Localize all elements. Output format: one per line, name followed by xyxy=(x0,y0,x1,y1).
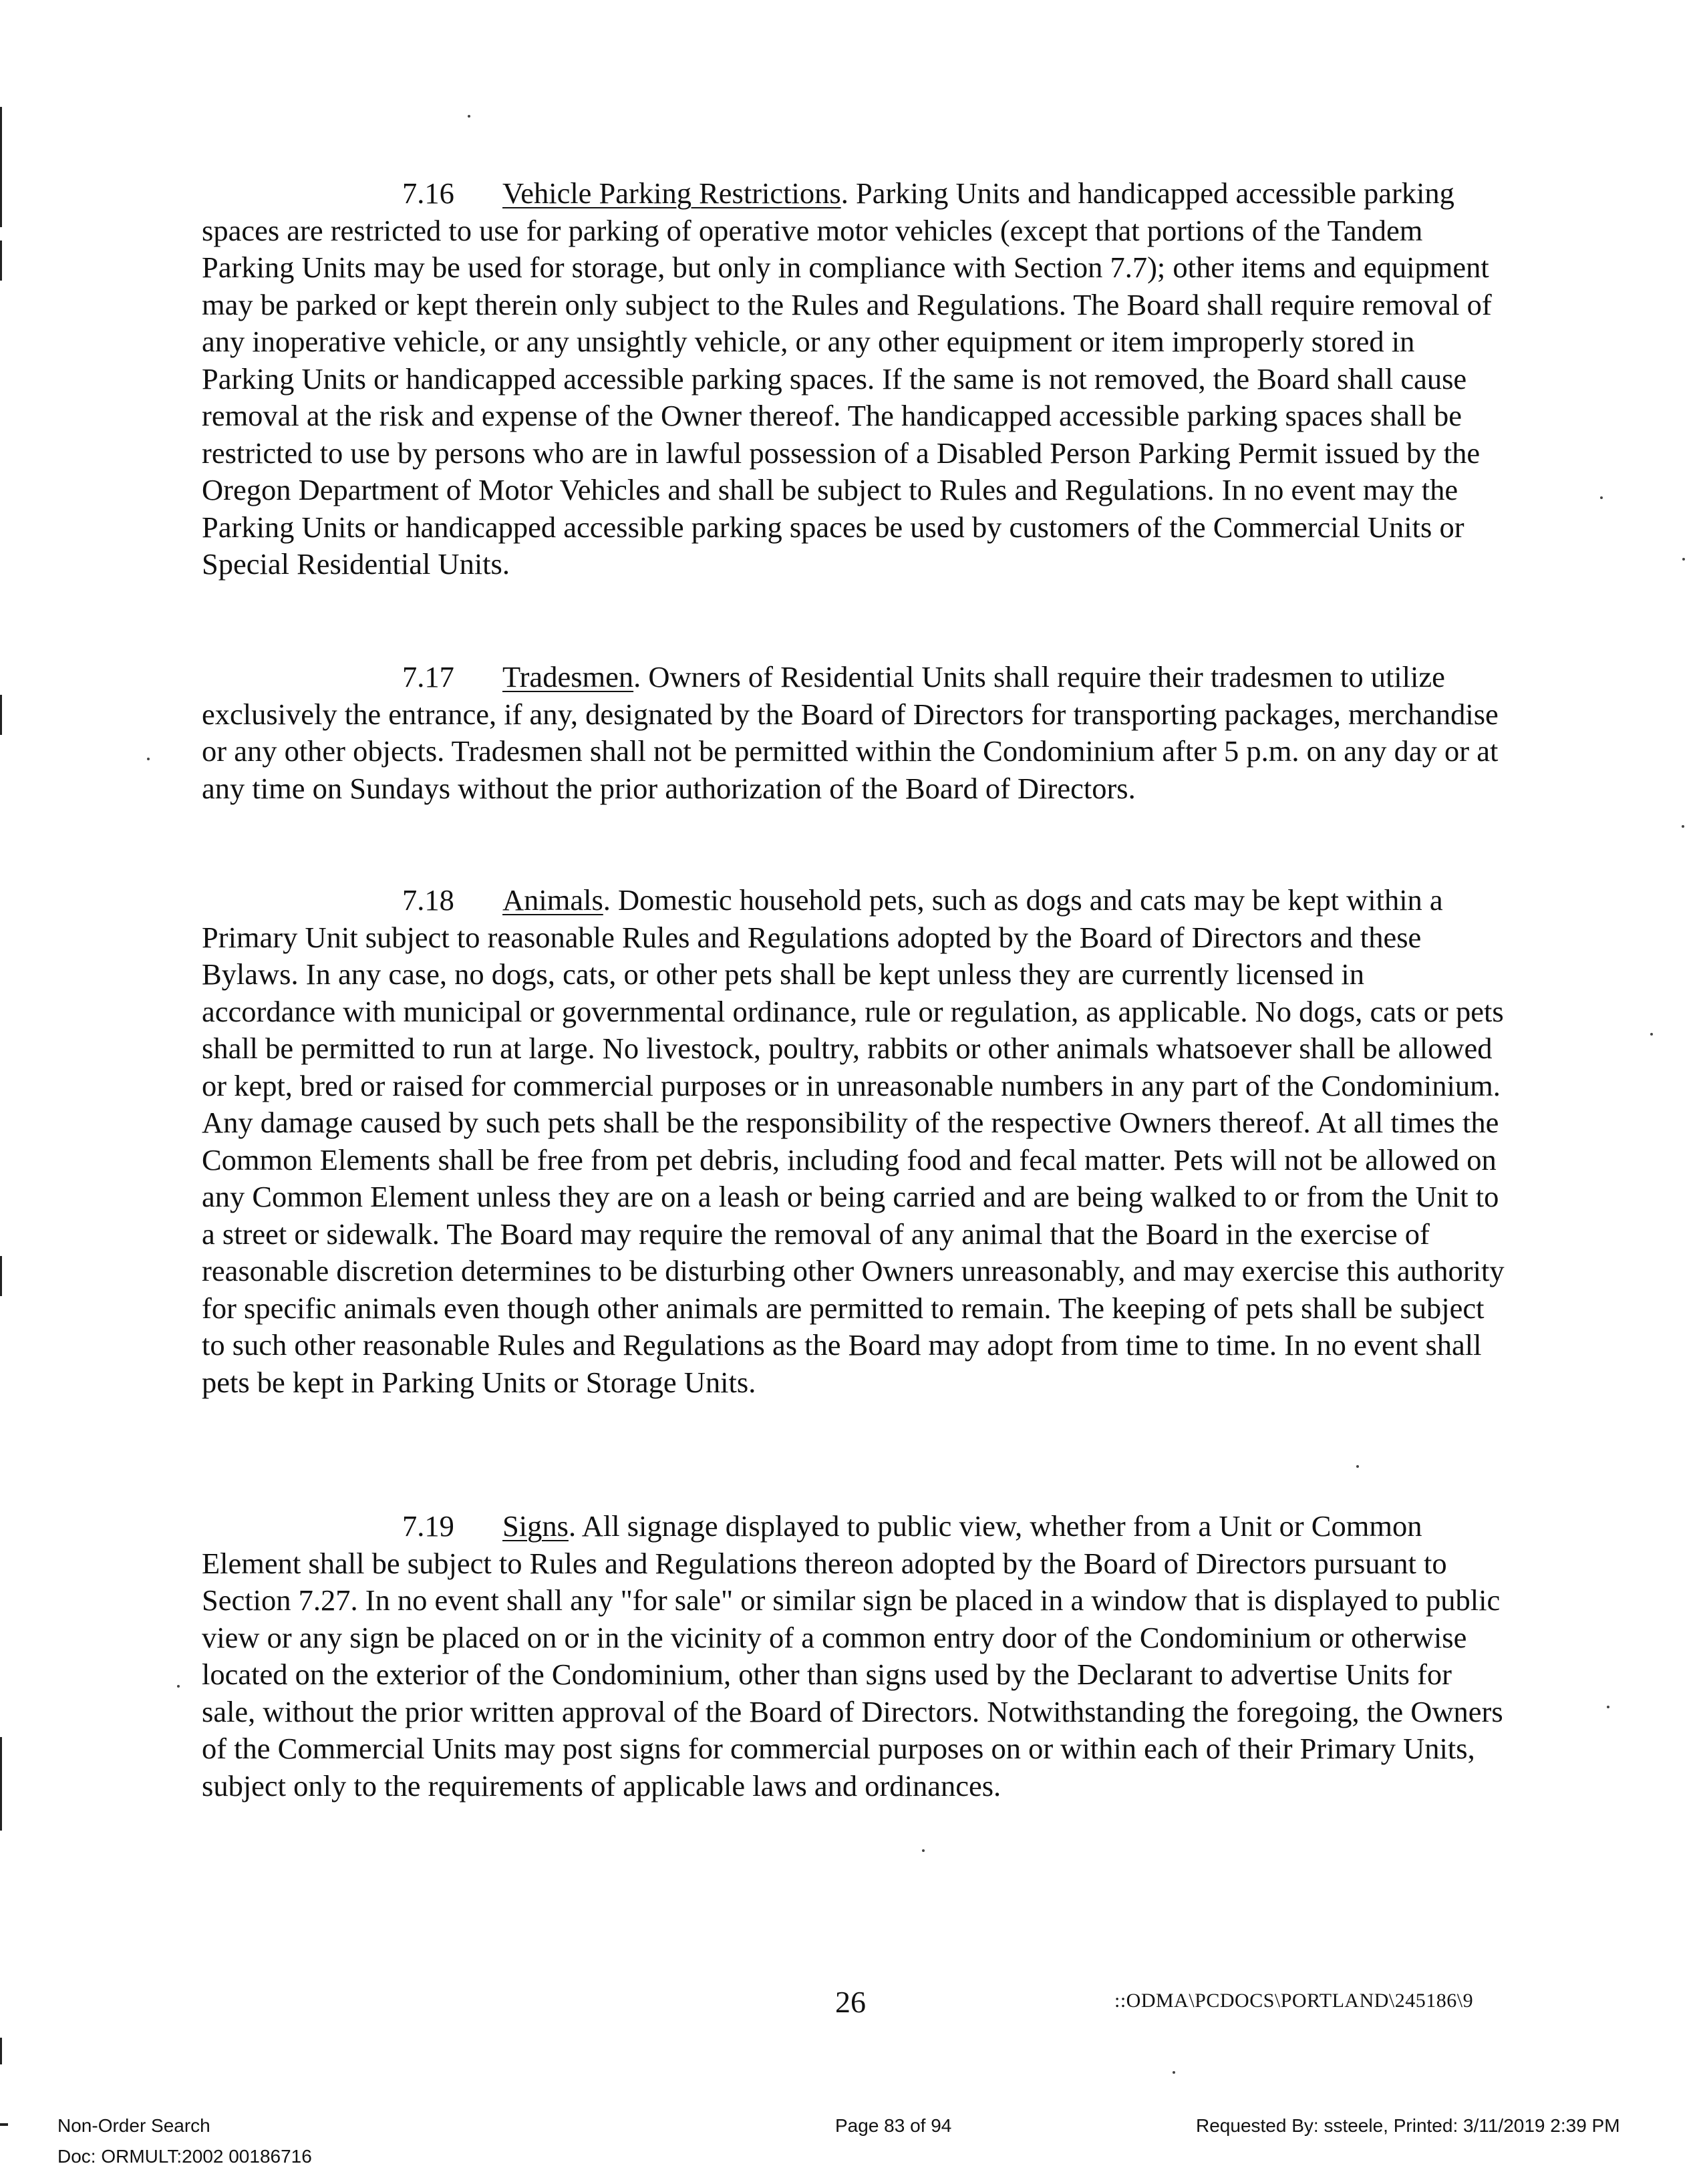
section-body: . Owners of Residential Units shall require their tradesmen to utilize exclusively the entrance, if any, designated by the Board of Directors for transporting packages, merchandise or any other objects. Tradesmen shall not be permitted within the Condominium after 5 p.m. on any day or at any time on Sundays without the prior authorization of the Board of Directors. xyxy=(202,660,1499,805)
footer-requested-by: Requested By: ssteele, Printed: 3/11/2019 2:39 PM xyxy=(1196,2115,1620,2136)
scan-edge-mark xyxy=(0,241,2,281)
section-7-17 xyxy=(202,659,1505,807)
section-number: 7.18 xyxy=(402,883,454,917)
scan-speck xyxy=(177,1685,180,1688)
section-paragraph xyxy=(202,882,1505,1401)
scan-speck xyxy=(468,115,470,118)
section-body: . All signage displayed to public view, whether from a Unit or Common Element shall be subject to Rules and Regulations thereon adopted by the Board of Directors pursuant to Section 7.27. In no event shall any "for sale" or similar sign be placed in a window that is displayed to public view or any sign be placed on or in the vicinity of a common entry door of the Condominium or otherwise located on the exterior of the Condominium, other than signs used by the Declarant to advertise Units for sale, without the prior written approval of the Board of Directors. Notwithstanding the foregoing, the Owners of the Commercial Units may post signs for commercial purposes on or within each of their Primary Units, subject only to the requirements of applicable laws and ordinances. xyxy=(202,1509,1503,1803)
scan-speck xyxy=(147,758,150,760)
scan-speck xyxy=(1682,558,1685,561)
section-7-16 xyxy=(202,175,1505,583)
section-7-19 xyxy=(202,1508,1505,1805)
section-7-18 xyxy=(202,882,1505,1401)
scan-speck xyxy=(1682,825,1684,828)
scan-speck xyxy=(1607,1706,1609,1708)
footer-page-count: Page 83 of 94 xyxy=(835,2115,952,2136)
scan-speck xyxy=(1650,1033,1653,1036)
section-number: 7.16 xyxy=(402,176,454,210)
section-heading: Vehicle Parking Restrictions xyxy=(502,176,841,210)
scan-edge-mark xyxy=(0,695,2,735)
section-paragraph xyxy=(202,659,1505,807)
section-heading: Tradesmen xyxy=(502,660,634,693)
scan-edge-mark xyxy=(0,107,2,227)
section-body: . Domestic household pets, such as dogs and cats may be kept within a Primary Unit subject to reasonable Rules and Regulations adopted by the Board of Directors and these Bylaws. In any case, no dogs, cats, or other pets shall be kept unless they are currently licensed in accordance with municipal or governmental ordinance, rule or regulation, as applicable. No dogs, cats or pets shall be permitted to run at large. No livestock, poultry, rabbits or other animals whatsoever shall be allowed or kept, bred or raised for commercial purposes or in unreasonable numbers in any part of the Condominium. Any damage caused by such pets shall be the responsibility of the respective Owners thereof. At all times the Common Elements shall be free from pet debris, including food and fecal matter. Pets will not be allowed on any Common Element unless they are on a leash or being carried and are being walked to or from the Unit to a street or sidewalk. The Board may require the removal of any animal that the Board in the exercise of reasonable discretion determines to be disturbing other Owners unreasonably, and may exercise this authority for specific animals even though other animals are permitted to remain. The keeping of pets shall be subject to such other reasonable Rules and Regulations as the Board may adopt from time to time. In no event shall pets be kept in Parking Units or Storage Units. xyxy=(202,883,1505,1399)
section-heading: Animals xyxy=(502,883,603,917)
scan-edge-mark xyxy=(0,1737,2,1831)
scan-edge-mark xyxy=(0,2123,8,2126)
scan-speck xyxy=(922,1849,925,1852)
footer-search-type: Non-Order Search xyxy=(57,2115,210,2136)
section-heading: Signs xyxy=(502,1509,569,1543)
page-number: 26 xyxy=(835,1985,866,2019)
scan-speck xyxy=(1600,496,1603,499)
scan-edge-mark xyxy=(0,2038,2,2064)
section-paragraph xyxy=(202,1508,1505,1805)
section-paragraph xyxy=(202,175,1505,583)
section-number: 7.19 xyxy=(402,1509,454,1543)
section-body: . Parking Units and handicapped accessible parking spaces are restricted to use for parking of operative motor vehicles (except that portions of the Tandem Parking Units may be used for storage, but only in compliance with Section 7.7); other items and equipment may be parked or kept therein only subject to the Rules and Regulations. The Board shall require removal of any inoperative vehicle, or any unsightly vehicle, or any other equipment or item improperly stored in Parking Units or handicapped accessible parking spaces. If the same is not removed, the Board shall cause removal at the risk and expense of the Owner thereof. The handicapped accessible parking spaces shall be restricted to use by persons who are in lawful possession of a Disabled Person Parking Permit issued by the Oregon Department of Motor Vehicles and shall be subject to Rules and Regulations. In no event may the Parking Units or handicapped accessible parking spaces be used by customers of the Commercial Units or Special Residential Units. xyxy=(202,176,1492,581)
scan-speck xyxy=(1173,2071,1175,2074)
document-path: ::ODMA\PCDOCS\PORTLAND\245186\9 xyxy=(1114,1990,1474,2012)
scan-speck xyxy=(1356,1465,1359,1468)
scan-edge-mark xyxy=(0,1256,2,1296)
footer-doc-id: Doc: ORMULT:2002 00186716 xyxy=(57,2146,312,2167)
section-number: 7.17 xyxy=(402,660,454,693)
